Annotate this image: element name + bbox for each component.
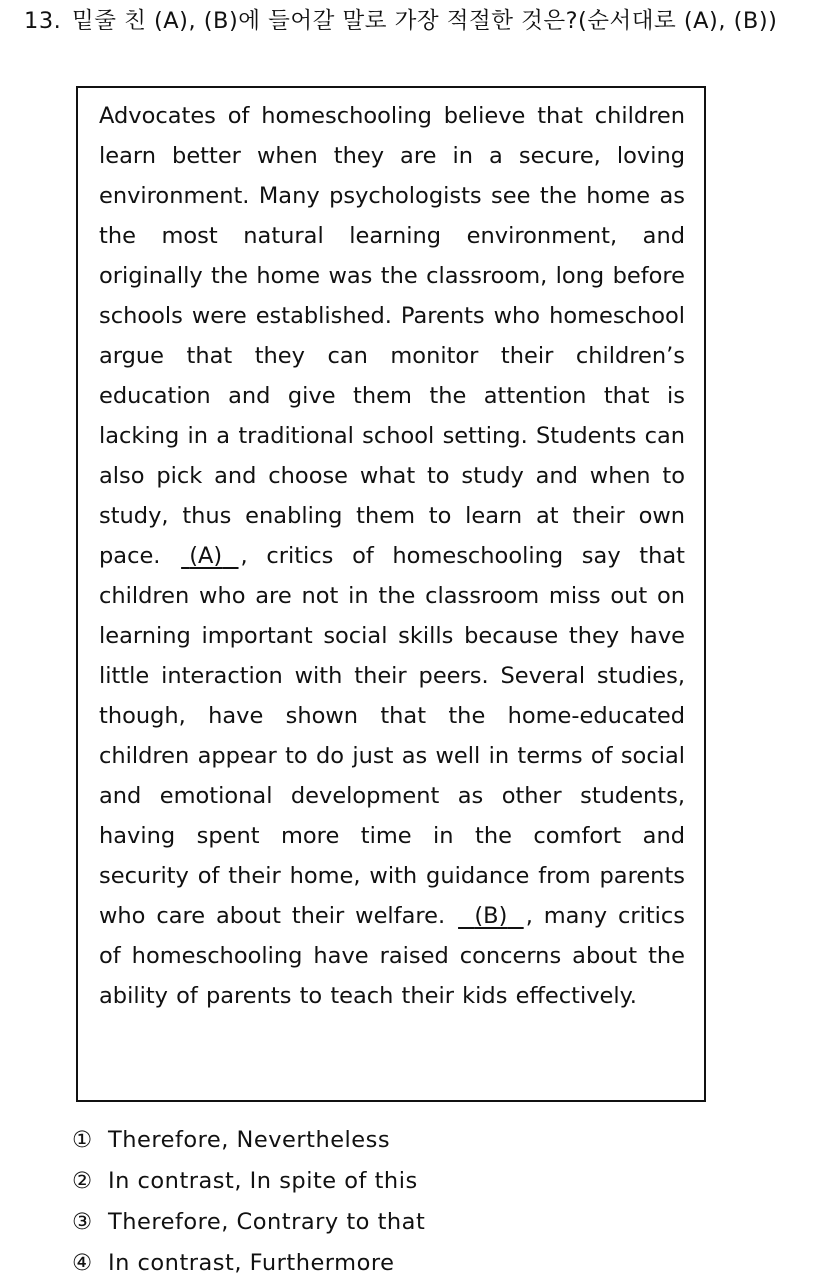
question-text: 밑줄 친 (A), (B)에 들어갈 말로 가장 적절한 것은?(순서대로 (A), (B)) (72, 8, 778, 34)
choice-3-text: Therefore, Contrary to that (108, 1209, 426, 1235)
choice-2-text: In contrast, In spite of this (108, 1168, 418, 1194)
blank-a (179, 536, 240, 576)
choice-3-marker: ③ (72, 1209, 93, 1235)
choice-1-marker: ① (72, 1127, 93, 1153)
blank-b (456, 896, 526, 936)
choice-4-text: In contrast, Furthermore (108, 1250, 395, 1276)
choice-4-marker: ④ (72, 1250, 93, 1276)
choice-3[interactable] (72, 1202, 772, 1243)
passage-box (76, 86, 706, 1102)
choice-2[interactable] (72, 1161, 772, 1202)
answer-choices (72, 1120, 772, 1284)
choice-2-marker: ② (72, 1168, 93, 1194)
choice-4[interactable] (72, 1243, 772, 1284)
passage-part-2: , critics of homeschooling say that children who are not in the classroom miss out on learning important social skills because they have little interaction with their peers. Several studies, though, have shown that the home-educated children appear to do just as well in terms of social and emotional development as other students, having spent more time in the comfort and security of their home, with guidance from parents who care about their welfare. (99, 543, 685, 929)
passage-text (99, 96, 685, 1016)
blank-a-label: (A) (189, 543, 223, 569)
passage-part-1: Advocates of homeschooling believe that children learn better when they are in a secure, loving environment. Many psychologists see the home as the most natural learning environment, and originally the home was the classroom, long before schools were established. Parents who homeschool argue that they can monitor their children’s education and give them the attention that is lacking in a traditional school setting. Students can also pick and choose what to study and when to study, thus enabling them to learn at their own pace. (99, 103, 685, 569)
choice-1-text: Therefore, Nevertheless (108, 1127, 391, 1153)
choice-1[interactable] (72, 1120, 772, 1161)
question-prompt (24, 6, 804, 36)
question-number: 13. (24, 8, 62, 34)
passage-part-3: , many critics of homeschooling have raised concerns about the ability of parents to teach their kids effectively. (99, 903, 685, 1009)
blank-b-label: (B) (474, 903, 508, 929)
